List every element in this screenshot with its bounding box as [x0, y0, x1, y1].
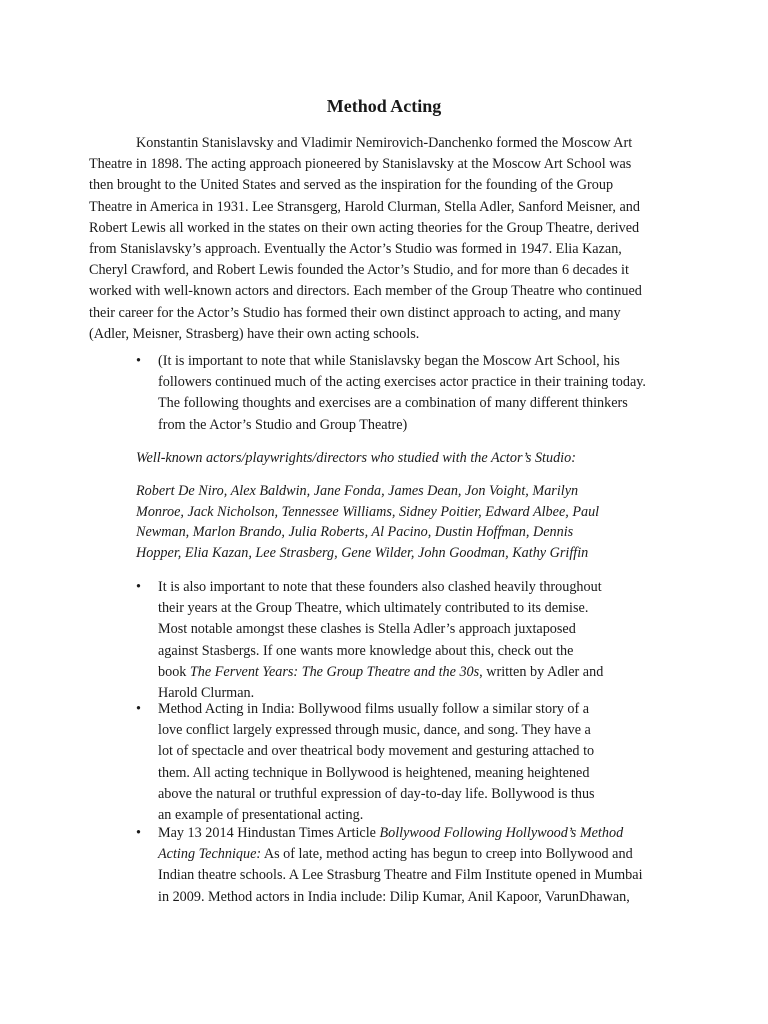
founders-line: their years at the Group Theatre, which ultimately contributed to its demise. — [158, 600, 589, 617]
intro-line: Theatre in 1898. The acting approach pioneered by Stanislavsky at the Moscow Art School was — [89, 156, 632, 173]
intro-line: from Stanislavsky’s approach. Eventually the Actor’s Studio was formed in 1947. Elia Kazan, — [89, 241, 622, 258]
book-title: The Fervent Years: The Group Theatre and the 30s — [189, 663, 480, 680]
times-line: in 2009. Method actors in India include: Dilip Kumar, Anil Kapoor, VarunDhawan, — [158, 888, 630, 905]
note-bullet-text — [158, 351, 646, 436]
intro-line: Robert Lewis all worked in the states on their own acting theories for the Group Theatre, derived — [89, 219, 640, 236]
actors-line: Robert De Niro, Alex Baldwin, Jane Fonda, James Dean, Jon Voight, Marilyn — [136, 483, 579, 499]
page-title: Method Acting — [326, 96, 442, 116]
bullet-marker: • — [136, 701, 141, 717]
intro-paragraph — [89, 133, 679, 345]
india-bullet-text — [158, 699, 595, 826]
intro-line: their career for the Actor’s Studio has formed their own distinct approach to acting, and many — [89, 304, 621, 321]
bullet-marker: • — [136, 579, 141, 595]
founders-line: against Stasbergs. If one wants more knowledge about this, check out the — [158, 642, 574, 659]
intro-line: Theatre in America in 1931. Lee Stransgerg, Harold Clurman, Stella Adler, Sanford Meisner, and — [89, 198, 640, 215]
founders-bullet-text — [158, 577, 603, 704]
actors-list — [136, 481, 599, 563]
india-line: an example of presentational acting. — [158, 807, 364, 824]
actors-line: Newman, Marlon Brando, Julia Roberts, Al Pacino, Dustin Hoffman, Dennis — [136, 524, 574, 541]
note-line: The following thoughts and exercises are a combination of many different thinkers — [158, 395, 628, 412]
bullet-marker: • — [136, 353, 141, 369]
actors-line: Hopper, Elia Kazan, Lee Strasberg, Gene Wilder, John Goodman, Kathy Griffin — [136, 544, 589, 561]
founders-last-line: Harold Clurman. — [158, 685, 255, 702]
bullet-marker: • — [136, 825, 141, 841]
actors-line: Monroe, Jack Nicholson, Tennessee Williams, Sidney Poitier, Edward Albee, Paul — [136, 503, 600, 520]
founders-line: Most notable amongst these clashes is Stella Adler’s approach juxtaposed — [158, 621, 576, 638]
india-line: lot of spectacle and over theatrical body movement and gesturing attached to — [158, 743, 595, 760]
times-bullet-text — [158, 823, 643, 908]
india-line: Method Acting in India: Bollywood films usually follow a similar story of a — [158, 701, 590, 717]
book-line: book The Fervent Years: The Group Theatre and the 30s, written by Adler and — [158, 663, 604, 680]
times-line-2: Acting Technique: As of late, method acting has begun to creep into Bollywood and — [158, 846, 633, 863]
india-line: above the natural or truthful expression of day-to-day life. Bollywood is thus — [158, 785, 595, 802]
note-line: (It is important to note that while Stanislavsky began the Moscow Art School, his — [158, 353, 620, 369]
note-line: from the Actor’s Studio and Group Theatre) — [158, 416, 408, 433]
article-title: Bollywood Following Hollywood’s Method — [379, 825, 624, 841]
india-line: love conflict largely expressed through music, dance, and song. They have a — [158, 722, 591, 739]
times-line: Indian theatre schools. A Lee Strasburg Theatre and Film Institute opened in Mumbai — [158, 867, 643, 884]
intro-line: then brought to the United States and served as the inspiration for the founding of the Group — [89, 177, 614, 194]
intro-line: Cheryl Crawford, and Robert Lewis founded the Actor’s Studio, and for more than 6 decades it — [89, 262, 629, 279]
note-line: followers continued much of the acting exercises actor practice in their training today. — [158, 374, 646, 391]
times-line-1: May 13 2014 Hindustan Times Article Bollywood Following Hollywood’s Method — [158, 825, 624, 841]
article-title-cont: Acting Technique: — [158, 846, 262, 863]
india-line: them. All acting technique in Bollywood is heightened, meaning heightened — [158, 764, 590, 781]
founders-line: It is also important to note that these founders also clashed heavily throughout — [158, 579, 602, 595]
intro-line: worked with well-known actors and directors. Each member of the Group Theatre who continued — [89, 283, 642, 300]
intro-line: Konstantin Stanislavsky and Vladimir Nemirovich-Danchenko formed the Moscow Art — [136, 135, 633, 151]
studied-heading: Well-known actors/playwrights/directors who studied with the Actor’s Studio: — [136, 450, 576, 466]
intro-line: (Adler, Meisner, Strasberg) have their own acting schools. — [89, 325, 420, 342]
